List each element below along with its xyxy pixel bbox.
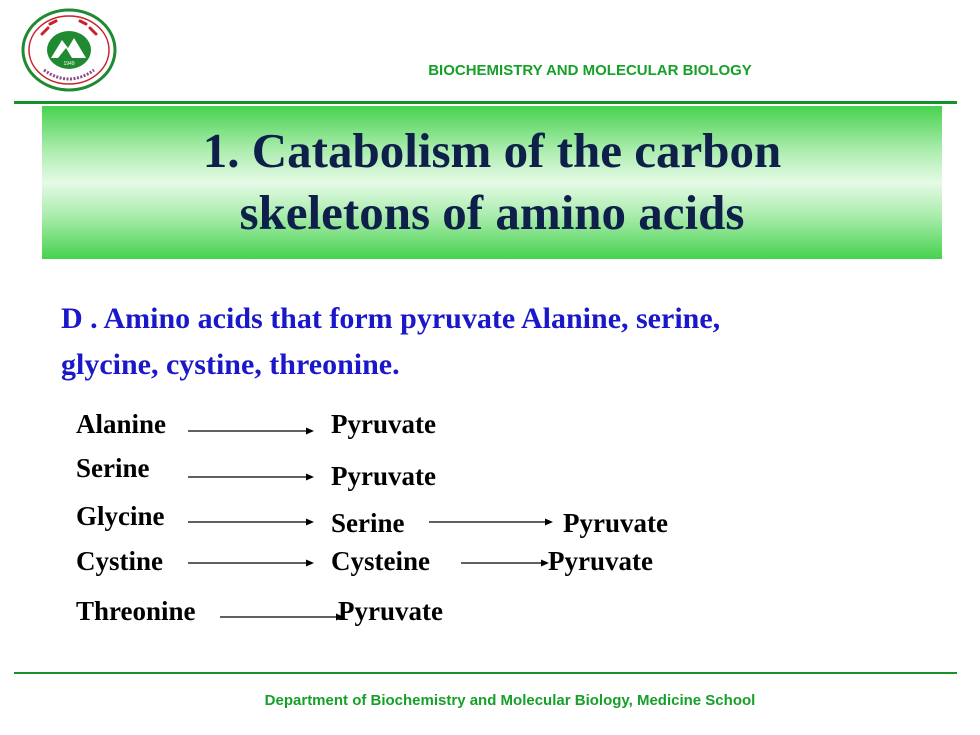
section-heading-line-2: glycine, cystine, threonine. xyxy=(61,348,400,381)
pathway-product: Pyruvate xyxy=(338,596,443,626)
reaction-arrow xyxy=(188,471,314,483)
pathway-source-threonine: Threonine xyxy=(76,596,196,626)
reaction-arrow xyxy=(429,516,553,528)
slide-title xyxy=(42,120,942,244)
pathway-intermediate: Serine xyxy=(331,508,405,538)
header-divider xyxy=(14,101,957,104)
pathway-intermediate: Cysteine xyxy=(331,546,430,576)
title-banner xyxy=(42,106,942,259)
section-heading-line-1: D . Amino acids that form pyruvate Alanine, serine, xyxy=(61,302,721,335)
pathway-source-alanine: Alanine xyxy=(76,409,167,439)
pathway-product: Pyruvate xyxy=(331,461,436,491)
pathway-source-cystine: Cystine xyxy=(76,546,163,576)
footer-divider xyxy=(14,672,957,674)
slide-title-line-1: 1. Catabolism of the carbon xyxy=(202,123,782,178)
pathway-product: Pyruvate xyxy=(548,546,653,576)
pathway-source-glycine: Glycine xyxy=(76,501,165,531)
university-seal-icon xyxy=(20,8,118,92)
reaction-arrow xyxy=(188,425,314,437)
svg-text:1949: 1949 xyxy=(63,61,75,67)
reaction-arrow xyxy=(220,611,344,623)
reaction-arrow xyxy=(188,557,314,569)
pathway-product: Pyruvate xyxy=(331,409,436,439)
footer-department: Department of Biochemistry and Molecular Biology, Medicine School xyxy=(264,692,756,709)
pathway-source-serine: Serine xyxy=(76,453,150,483)
course-header: BIOCHEMISTRY AND MOLECULAR BIOLOGY xyxy=(428,62,752,79)
pathway-product: Pyruvate xyxy=(563,508,668,538)
reaction-arrow xyxy=(188,516,314,528)
reaction-arrow xyxy=(461,557,549,569)
section-heading xyxy=(61,296,941,388)
slide-title-line-2: skeletons of amino acids xyxy=(239,185,745,240)
